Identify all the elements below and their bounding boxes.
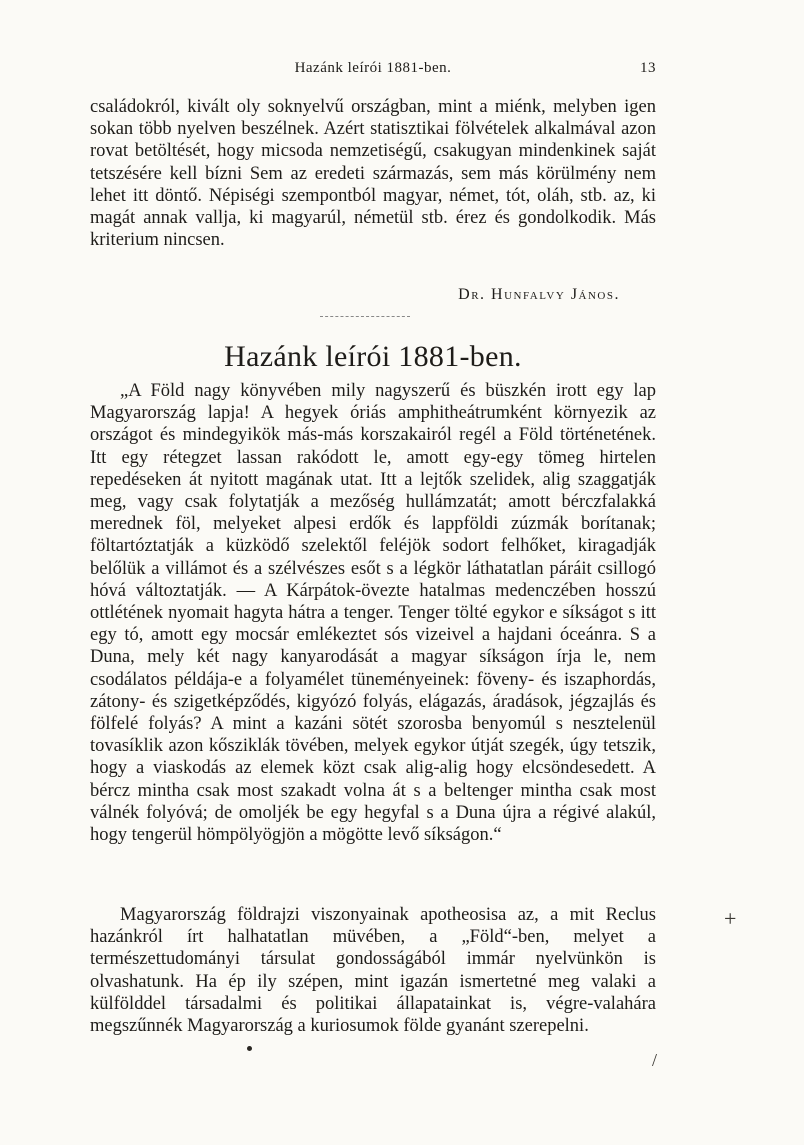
margin-bottom-mark: / [652,1050,658,1070]
author-signature: Dr. Hunfalvy János. [458,286,620,303]
quote-text: „A Föld nagy könyvében mily nagyszerű és büszkén irott egy lap Magyarország lapja! A hegyek óriás amphitheátrumként környezik az országot és mindegyikök más-más korszakairól regél a Föld történetének. Itt egy rétegzet lassan rakódott le, amott egy-egy tömeg hirtelen repedéseken át nyitott magának utat. Itt a lejtők szelidek, alig szaggatják meg, vagy csak folytatják a mezőség hullámzatát; amott bérczfalakká merednek föl, melyeket alpesi erdők és lappföldi zúzmák borítanak; föltartóztatják a küzködő szelektől feléjök sodort felhőket, kiragadják belőlük a villámot és a szélvészes esőt s a légkör láthatatlan páráit csillogó hóvá változtatják. — A Kárpátok-övezte hatalmas medenczében hosszú ottlétének nyomait hagyta hátra a tenger. Tenger tölté egykor e síkságot s itt egy tó, amott egy mocsár emlékeztet sós vizeivel a hajdani óceánra. S a Duna, mely két nagy kanyarodását a magyar síkságon írja le, nem csodálatos példája-e a folyamélet tüneményeinek: föveny- és iszaphordás, zátony- és szigetképződés, kigyózó folyás, elágazás, áradások, jégzajlás és fölfelé folyás? A mint a kazáni sötét szorosba benyomúl s nesztelenül tovasíklik azon kősziklák tövében, melyek egykor útját szegék, úgy tetszik, hogy a viaskodás az elemek közt csak alig-alig hogy elcsöndesedett. A bércz mintha csak most szakadt volna át s a beltenger mintha csak most válnék folyóvá; de omoljék be egy hegyfal s a Duna újra a régivé alakúl, hogy tengerül hömpölyögjön a mögötte levő síkságon.“ [90,381,656,846]
page-number: 13 [640,60,656,76]
ink-dot [247,1046,252,1051]
section-divider [320,316,410,317]
continuation-paragraph [90,96,656,251]
continuation-text: családokról, kivált oly soknyelvű országban, mint a miénk, melyben igen sokan több nyelven beszélnek. Azért statisztikai fölvételek alkalmával azon rovat betöltését, hogy micsoda nemzetiségű, csakugyan mindenkinek saját tetszésére kell bízni Sem az eredeti származás, sem más körülmény nem lehet itt döntő. Népiségi szempontból magyar, német, tót, oláh, stb. az, ki magát annak vallja, ki magyarúl, németül stb. érez és gondolkodik. Más kriterium nincsen. [90,97,656,251]
quote-paragraph [90,380,656,846]
second-paragraph [90,904,656,1037]
second-paragraph-text: Magyarország földrajzi viszonyainak apotheosisa az, a mit Reclus hazánkról írt halhatatlan müvében, a „Föld“-ben, melyet a természettudományi társulat gondosságából immár nyelvünkön is olvashatunk. Ha ép ily szépen, mint igazán ismertetné meg valaki a külfölddel társadalmi és politikai állapatainkat is, végre-valahára megszűnnék Magyarország a kuriosumok földe gyanánt szerepelni. [90,905,656,1037]
running-head-title: Hazánk leírói 1881-ben. [294,60,452,76]
article-heading: Hazánk leírói 1881-ben. [224,340,522,373]
margin-plus-mark: + [724,906,737,931]
